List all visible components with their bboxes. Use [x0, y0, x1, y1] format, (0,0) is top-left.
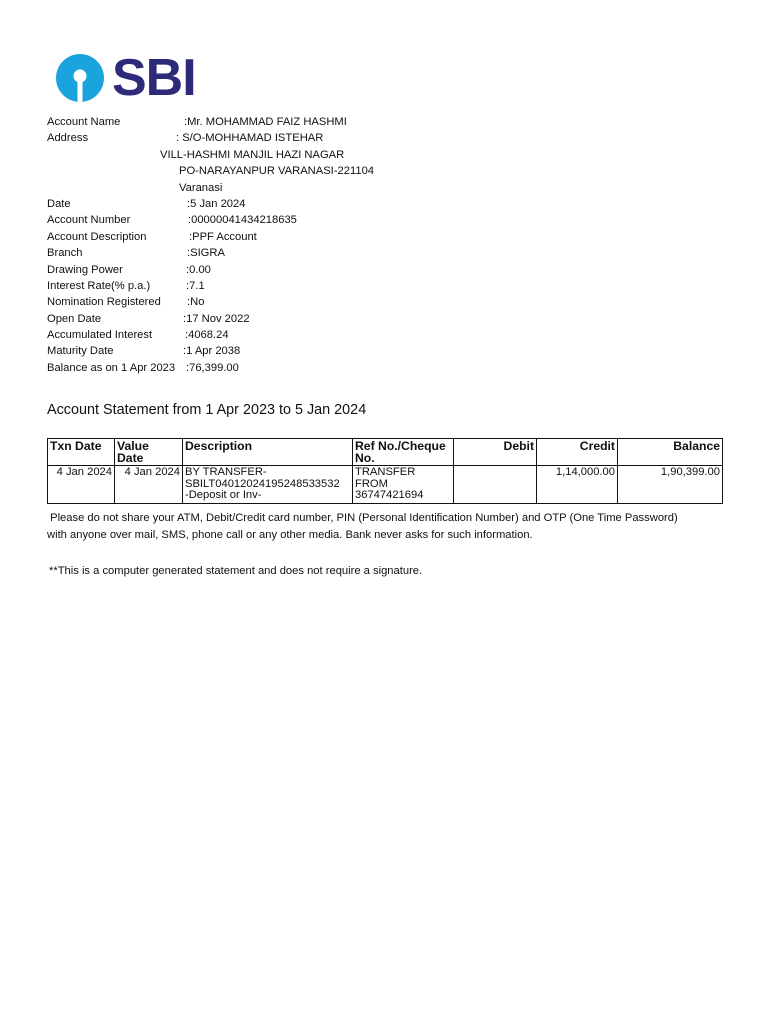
interest-rate-label: Interest Rate(% p.a.): [47, 279, 151, 292]
accumulated-interest-value: :4068.24: [185, 329, 229, 342]
account-name-row: [47, 114, 747, 130]
nomination-label: Nomination Registered: [47, 296, 161, 309]
account-name-value: :Mr. MOHAMMAD FAIZ HASHMI: [184, 116, 347, 128]
address-line-3: PO-NARAYANPUR VARANASI-221104: [179, 165, 375, 178]
sbi-logo: [56, 49, 200, 107]
nomination-row: [47, 294, 747, 310]
accumulated-interest-row: [47, 327, 747, 343]
account-description-label: Account Description: [47, 230, 147, 243]
address-label: Address: [47, 132, 89, 145]
branch-row: [47, 245, 747, 261]
account-description-value: :PPF Account: [189, 230, 257, 243]
account-number-row: [47, 212, 747, 228]
address-row-2: [47, 147, 747, 163]
ref-no-cell: [353, 466, 454, 504]
address-row-4: [47, 180, 747, 196]
table-row: [48, 466, 723, 504]
col-header-txn-date: Txn Date: [48, 439, 115, 466]
opening-balance-value: :76,399.00: [186, 361, 239, 374]
nomination-value: :No: [187, 296, 205, 309]
col-header-value-date: [115, 439, 183, 466]
open-date-value: :17 Nov 2022: [183, 312, 250, 325]
col-header-ref-no: [353, 439, 454, 466]
col-header-debit: Debit: [454, 439, 537, 466]
col-header-balance: Balance: [618, 439, 723, 466]
col-header-ref-line-2: No.: [355, 451, 375, 465]
account-number-value: :00000041434218635: [188, 214, 297, 227]
branch-label: Branch: [47, 247, 83, 260]
address-line-4: Varanasi: [179, 181, 223, 194]
sbi-logo-text: SBI: [112, 49, 196, 107]
account-number-label: Account Number: [47, 214, 131, 227]
credit-cell: 1,14,000.00: [537, 466, 618, 504]
account-description-row: [47, 229, 747, 245]
description-cell: [183, 466, 353, 504]
branch-value: :SIGRA: [187, 247, 225, 260]
open-date-label: Open Date: [47, 312, 102, 325]
table-header-row: [48, 439, 723, 466]
col-header-value-date-line-1: Value: [117, 439, 149, 453]
ref-line-2: FROM: [355, 477, 388, 490]
address-line-1: : S/O-MOHHAMAD ISTEHAR: [176, 132, 324, 145]
ref-line-1: TRANSFER: [355, 466, 416, 478]
col-header-description: Description: [183, 439, 353, 466]
opening-balance-row: [47, 360, 747, 376]
description-line-3: -Deposit or Inv-: [185, 489, 262, 501]
account-name-label: Account Name: [47, 116, 121, 128]
col-header-value-date-line-2: Date: [117, 451, 144, 465]
date-row: [47, 196, 747, 212]
account-details: [47, 114, 747, 376]
description-line-2: SBILT04012024195248533532: [185, 477, 340, 490]
debit-cell: [454, 466, 537, 504]
accumulated-interest-label: Accumulated Interest: [47, 329, 153, 342]
description-line-1: BY TRANSFER-: [185, 466, 267, 478]
security-notice: [47, 510, 737, 543]
drawing-power-label: Drawing Power: [47, 263, 123, 276]
drawing-power-value: :0.00: [186, 263, 211, 276]
computer-generated-note: **This is a computer generated statement and does not require a signature.: [49, 565, 423, 577]
drawing-power-row: [47, 262, 747, 278]
maturity-date-value: :1 Apr 2038: [183, 345, 241, 358]
open-date-row: [47, 311, 747, 327]
col-header-ref-line-1: Ref No./Cheque: [355, 439, 446, 453]
ref-line-3: 36747421694: [355, 489, 424, 501]
maturity-date-row: [47, 343, 747, 359]
maturity-date-label: Maturity Date: [47, 345, 114, 358]
balance-cell: 1,90,399.00: [618, 466, 723, 504]
col-header-credit: Credit: [537, 439, 618, 466]
interest-rate-row: [47, 278, 747, 294]
sbi-keyhole-icon: [56, 54, 104, 102]
date-value: :5 Jan 2024: [187, 197, 246, 210]
address-row-3: [47, 163, 747, 179]
txn-date-cell: 4 Jan 2024: [48, 466, 115, 504]
opening-balance-label: Balance as on 1 Apr 2023: [47, 361, 176, 374]
address-row: [47, 130, 747, 146]
security-notice-line-1: Please do not share your ATM, Debit/Credit card number, PIN (Personal Identification Number) and OTP (One Time Password): [47, 512, 678, 524]
value-date-cell: 4 Jan 2024: [115, 466, 183, 504]
statement-heading: Account Statement from 1 Apr 2023 to 5 Jan 2024: [47, 402, 367, 418]
address-line-2: VILL-HASHMI MANJIL HAZI NAGAR: [160, 148, 345, 161]
transactions-table: [47, 438, 723, 504]
interest-rate-value: :7.1: [186, 279, 205, 292]
date-label: Date: [47, 197, 71, 210]
security-notice-line-2: with anyone over mail, SMS, phone call or any other media. Bank never asks for such information.: [47, 528, 533, 541]
